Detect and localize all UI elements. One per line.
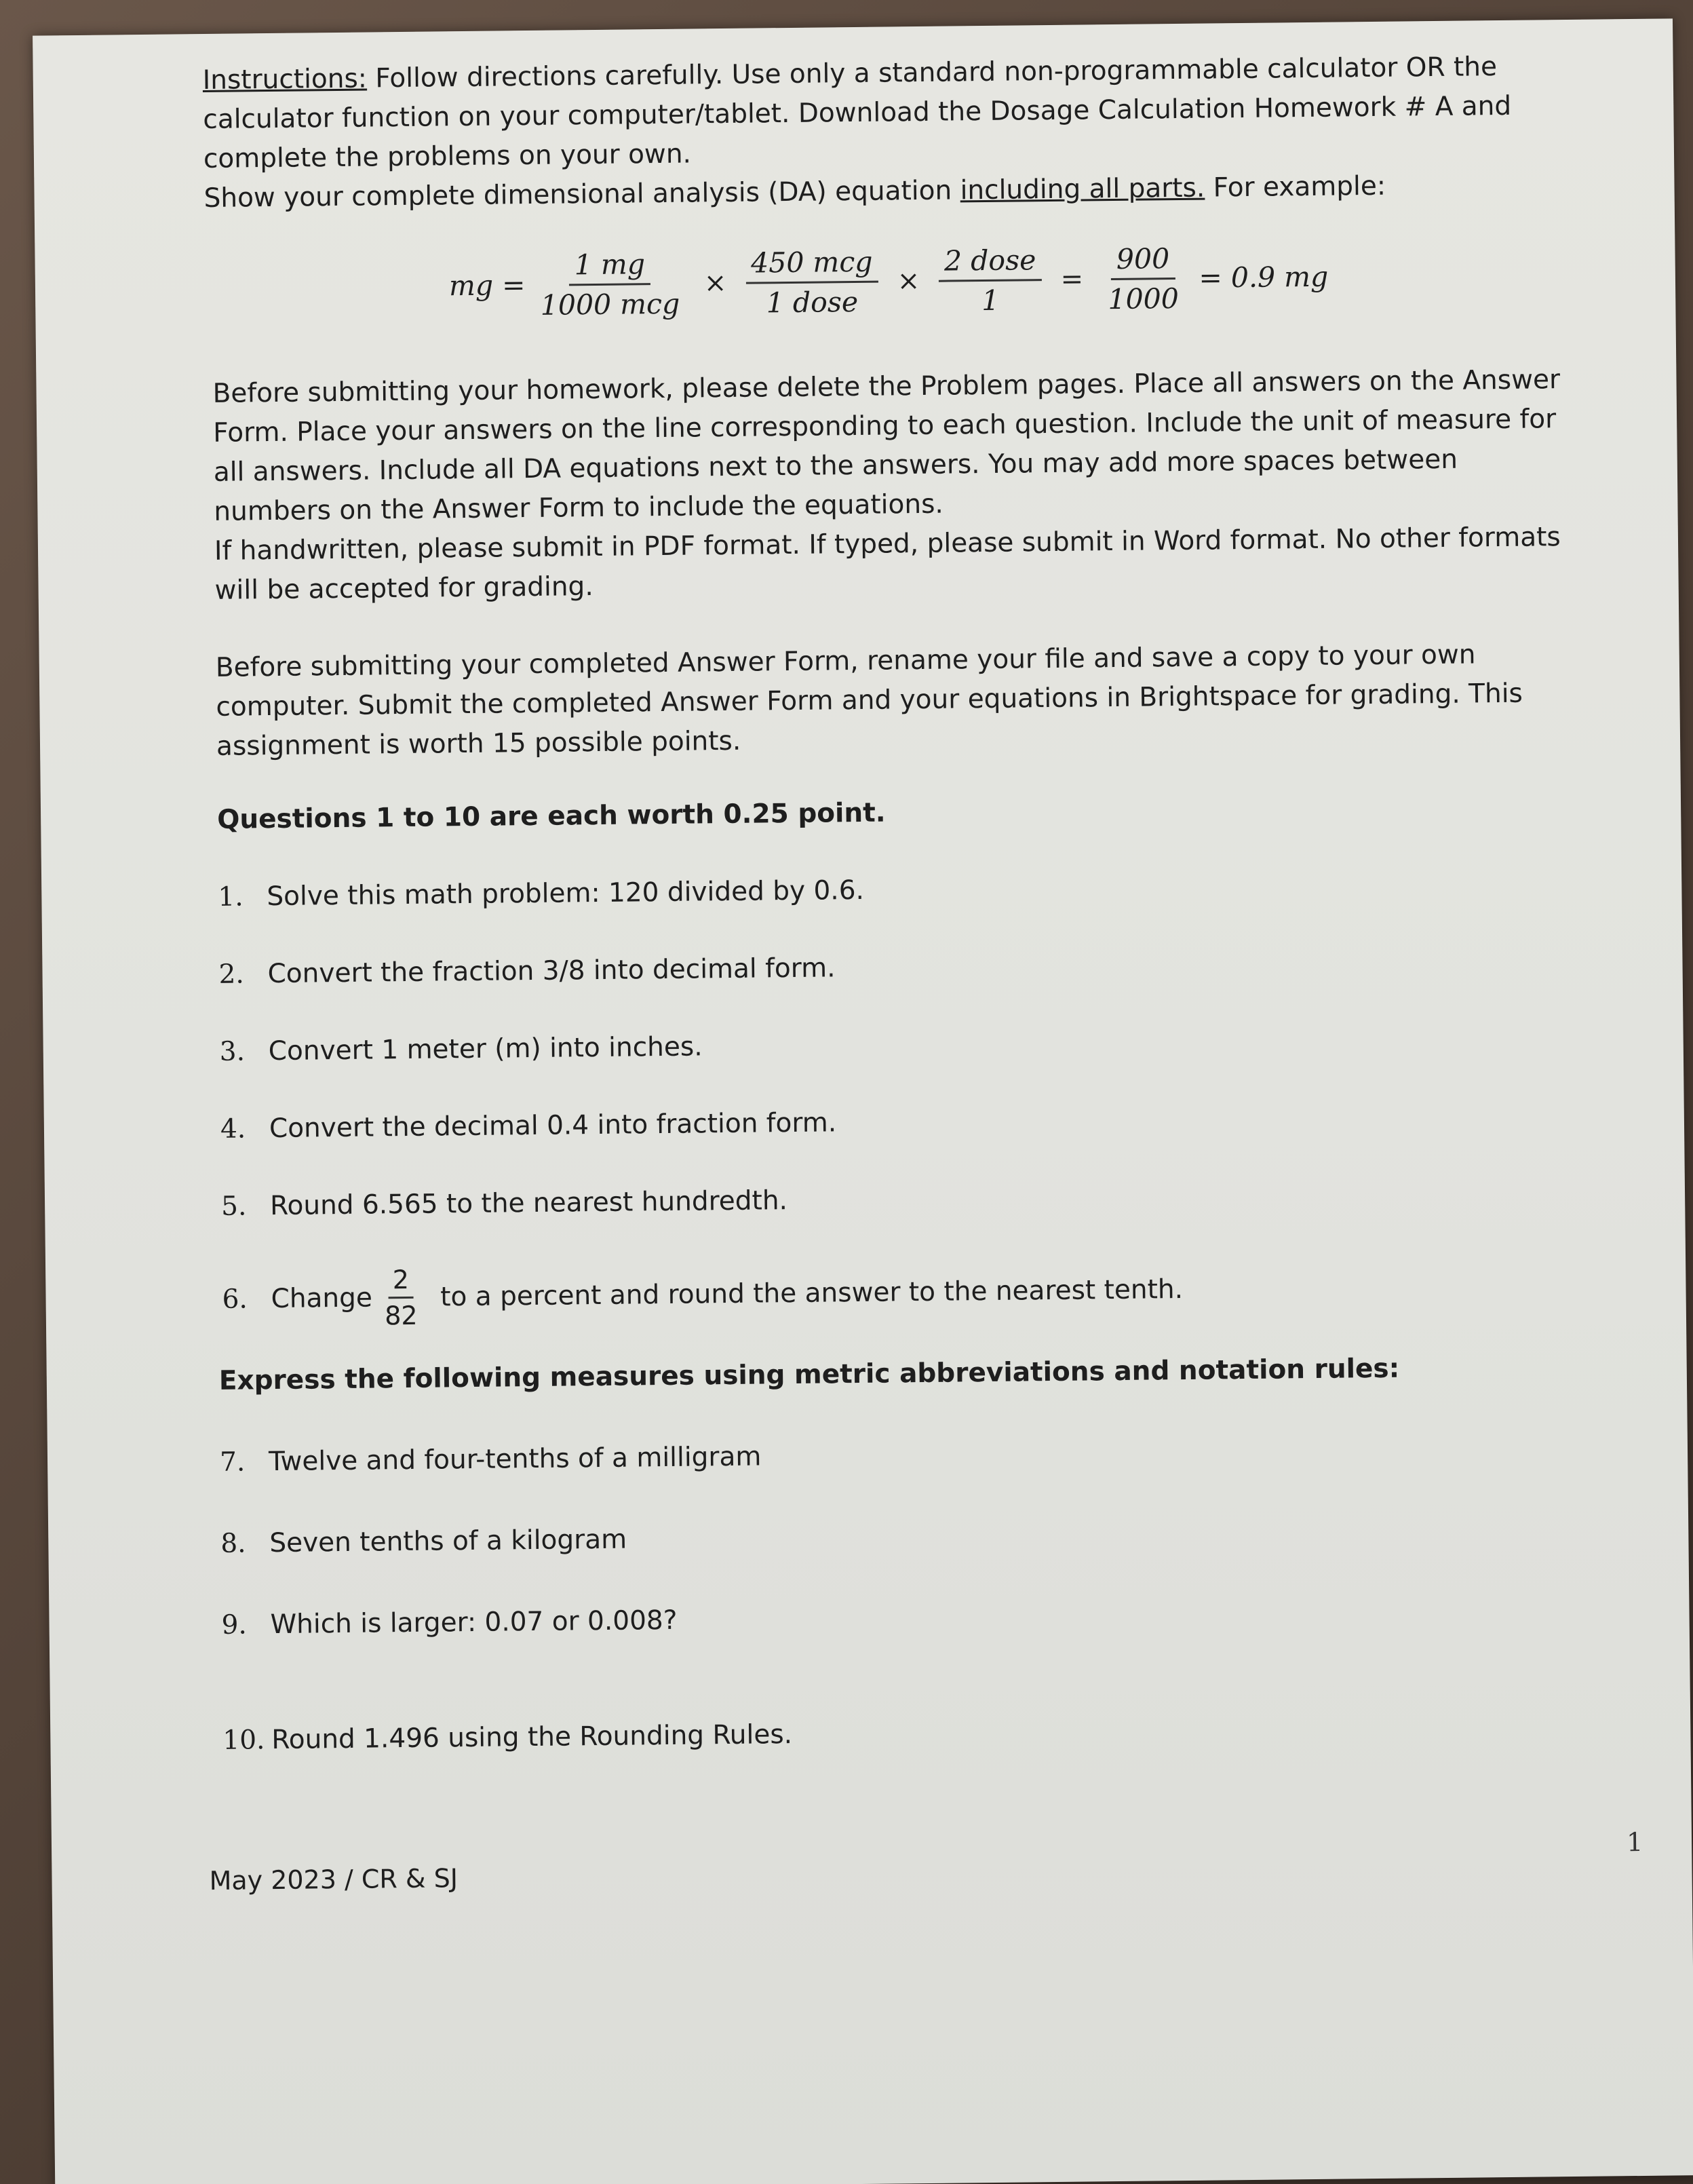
question-text: Round 1.496 using the Rounding Rules. <box>271 1719 793 1756</box>
question-number: 7. <box>219 1447 246 1478</box>
question-6-numerator: 2 <box>388 1263 413 1299</box>
question-item <box>221 1592 1589 1645</box>
question-text: Convert 1 meter (m) into inches. <box>268 1031 703 1067</box>
fraction-1 <box>534 244 686 324</box>
paragraph-rename: Before submitting your completed Answer Form, rename your file and save a copy to your own computer. Submit the completed Answer Form and your equations in Brightspace for grading. This assignment is worth 15 possible points. <box>215 639 1523 762</box>
equation-lhs: mg = <box>448 269 526 303</box>
question-list-1 <box>218 864 1586 1335</box>
times-sign: × <box>897 265 920 297</box>
question-text: Convert the fraction 3/8 into decimal form. <box>267 953 836 990</box>
fraction-1-numerator: 1 mg <box>568 245 650 286</box>
page-number: 1 <box>1626 1826 1643 1858</box>
question-number: 3. <box>219 1036 246 1067</box>
fraction-2-numerator: 450 mcg <box>745 242 878 284</box>
question-text: Which is larger: 0.07 or 0.008? <box>270 1605 678 1641</box>
question-text: Convert the decimal 0.4 into fraction form. <box>269 1107 837 1145</box>
fraction-3-denominator: 1 <box>981 284 1000 317</box>
question-list-2 <box>220 1429 1591 1761</box>
question-number: 4. <box>220 1113 246 1145</box>
question-item <box>218 864 1581 917</box>
question-number: 6. <box>222 1283 248 1315</box>
paragraph-submission: Before submitting your homework, please delete the Problem pages. Place all answers on the Answer Form. Place your answers on the line corresponding to each question. Include the unit of measure for all answers. Include all DA equations next to the answers. You may add more spaces between numbers on the Answer Form to include the equations. <box>212 364 1561 527</box>
equation-result: = 0.9 mg <box>1199 260 1329 294</box>
instructions <box>202 47 1574 179</box>
page-content <box>202 47 1591 1799</box>
section-heading-2: Express the following measures using metric abbreviations and notation rules: <box>218 1353 1400 1396</box>
fraction-1-denominator: 1000 mcg <box>540 287 680 322</box>
question-number: 5. <box>220 1191 247 1222</box>
example-equation <box>448 223 1575 337</box>
da-line-text: Show your complete dimensional analysis (DA) equation <box>203 175 960 214</box>
instructions-label: Instructions: <box>202 63 368 96</box>
fraction-3 <box>939 241 1043 320</box>
question-number: 10. <box>222 1725 265 1756</box>
question-text: Round 6.565 to the nearest hundredth. <box>269 1185 788 1222</box>
question-item <box>219 1018 1582 1072</box>
equals-sign: = <box>1060 263 1084 295</box>
paper-sheet <box>33 18 1693 2184</box>
question-text: Solve this math problem: 120 divided by 0.6. <box>267 875 865 913</box>
fraction-3-numerator: 2 dose <box>939 241 1042 282</box>
da-line-underlined: including all parts. <box>960 172 1205 206</box>
question-item <box>218 941 1582 995</box>
footer-date: May 2023 / CR & SJ <box>209 1863 459 1896</box>
instructions-text: Follow directions carefully. Use only a standard non-programmable calculator OR the calculator function on your computer/tablet. Download the Dosage Calculation Homework # A and complete the problems on your own. <box>203 52 1512 175</box>
question-number: 2. <box>218 959 245 990</box>
question-6-denominator: 82 <box>384 1300 418 1331</box>
question-text: Seven tenths of a kilogram <box>269 1524 627 1559</box>
question-number: 1. <box>218 881 244 913</box>
times-sign: × <box>703 267 727 299</box>
question-item <box>220 1096 1584 1149</box>
question-item-10 <box>222 1707 1590 1761</box>
question-item <box>220 1429 1587 1482</box>
fraction-4-denominator: 1000 <box>1108 282 1180 315</box>
section-heading-1: Questions 1 to 10 are each worth 0.25 point. <box>216 797 886 835</box>
question-6-prefix: Change <box>271 1282 373 1314</box>
da-line-example: For example: <box>1205 170 1386 204</box>
question-number: 8. <box>220 1528 246 1559</box>
fraction-4-numerator: 900 <box>1111 240 1175 280</box>
fraction-4 <box>1102 239 1185 318</box>
question-6-text: to a percent and round the answer to the nearest tenth. <box>440 1273 1184 1312</box>
fraction-2 <box>745 242 879 322</box>
fraction-2-denominator: 1 dose <box>766 285 859 319</box>
question-item-6 <box>222 1250 1586 1335</box>
question-text: Twelve and four-tenths of a milligram <box>268 1441 762 1478</box>
paragraph-format: If handwritten, please submit in PDF format. If typed, please submit in Word format. No other formats will be accepted for grading. <box>214 522 1561 606</box>
question-number: 9. <box>221 1609 248 1641</box>
question-item <box>220 1510 1588 1564</box>
question-item <box>221 1173 1584 1227</box>
question-6-fraction <box>380 1263 421 1333</box>
